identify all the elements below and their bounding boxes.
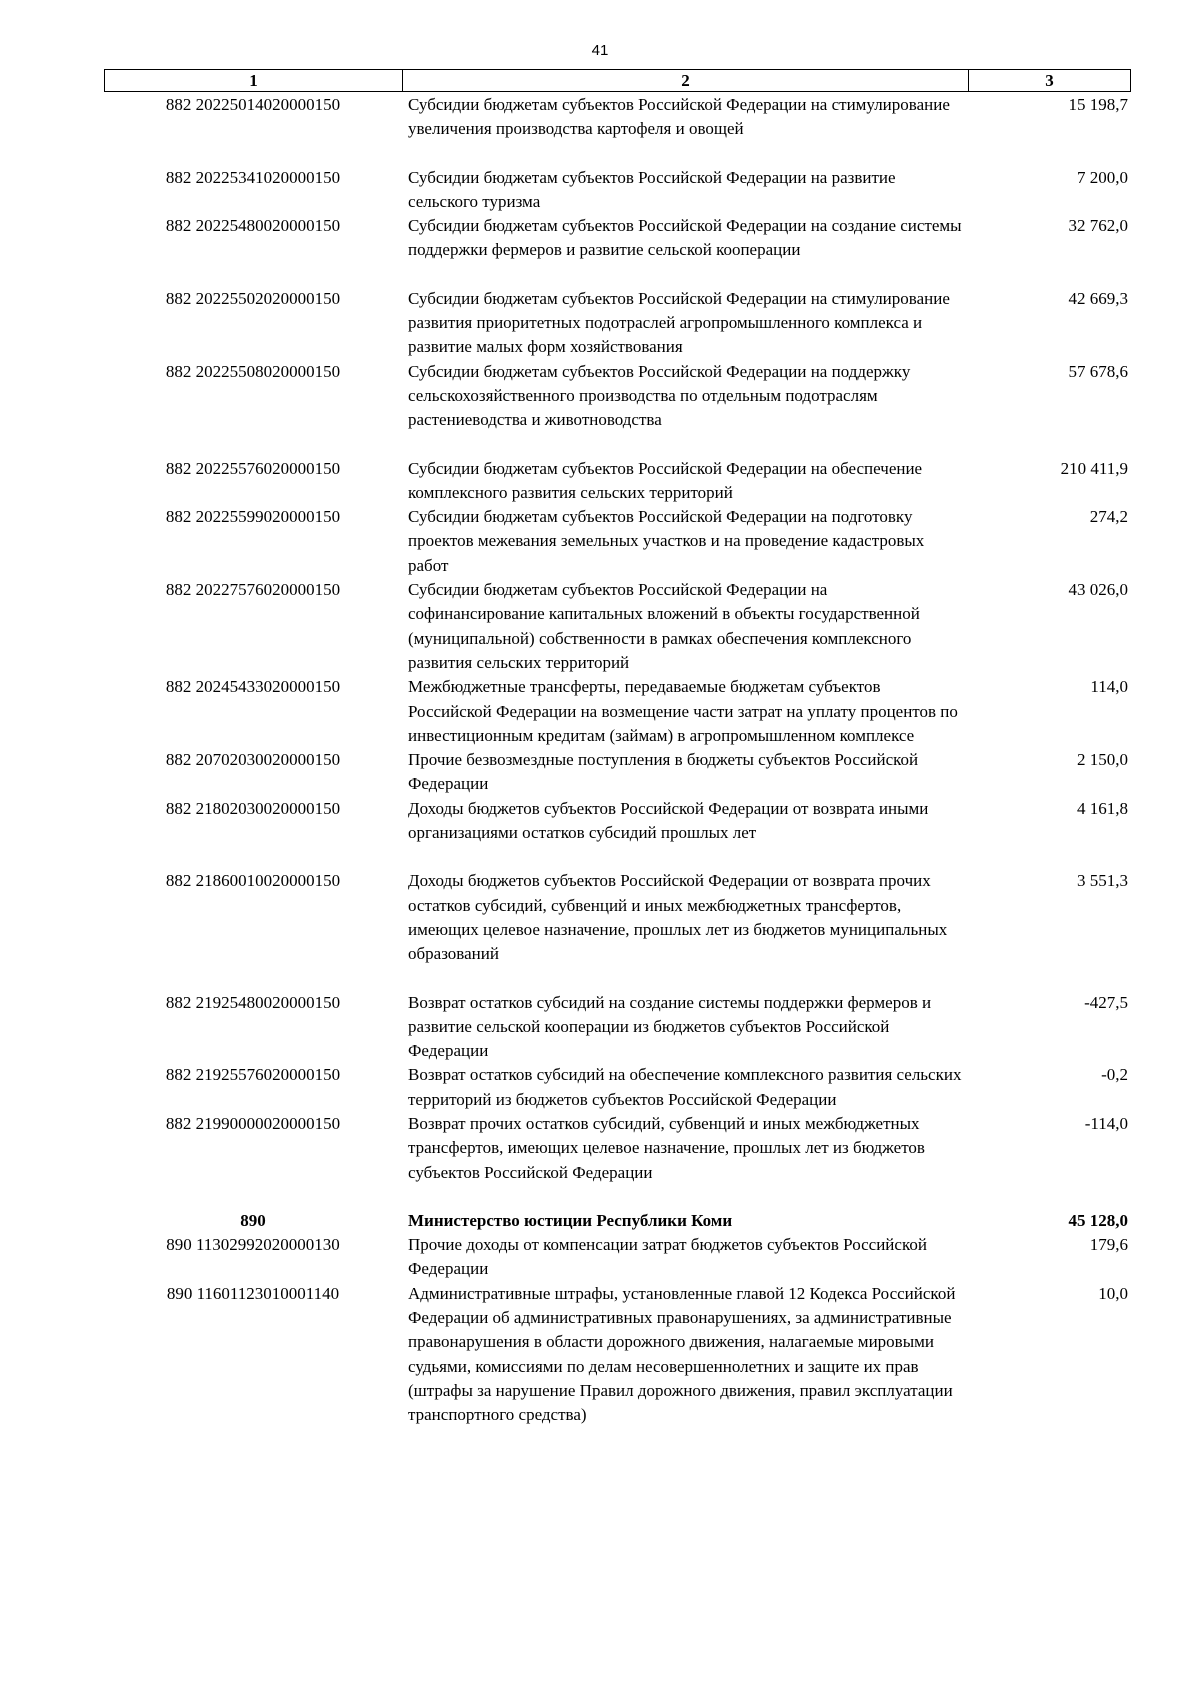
- section-name: Министерство юстиции Республики Коми: [408, 1210, 733, 1230]
- row-name: Доходы бюджетов субъектов Российской Федерации от возврата прочих остатков субсидий, субвенций и иных межбюджетных трансфертов, имеющих целевое назначение, прошлых лет из бюджетов муниципальных образований: [408, 871, 948, 964]
- row-amount: 179,6: [1089, 1235, 1128, 1255]
- row-amount: 2 150,0: [1077, 750, 1128, 770]
- row-amount: 10,0: [1098, 1283, 1128, 1303]
- header-col-3: 3: [1045, 71, 1054, 90]
- row-amount: -427,5: [1084, 992, 1128, 1012]
- section-amount: 45 128,0: [1068, 1210, 1128, 1230]
- row-code: 882 20225480020000150: [165, 216, 341, 236]
- row-amount: 4 161,8: [1077, 798, 1128, 818]
- row-code: 890 11601123010001140: [166, 1283, 340, 1303]
- header-col-2: 2: [403, 70, 969, 91]
- row-amount: 43 026,0: [1068, 580, 1128, 600]
- row-name: Возврат остатков субсидий на создание системы поддержки фермеров и развитие сельской кооперации из бюджетов субъектов Российской Федерации: [408, 992, 932, 1061]
- row-name: Прочие безвозмездные поступления в бюджеты субъектов Российской Федерации: [408, 750, 919, 794]
- row-name: Субсидии бюджетам субъектов Российской Федерации на развитие сельского туризма: [408, 167, 896, 211]
- table-row: [104, 1063, 1131, 1112]
- row-code: 882 20227576020000150: [165, 580, 341, 600]
- row-code: 882 20702030020000150: [165, 750, 341, 770]
- table-row: [104, 991, 1131, 1064]
- row-name: Межбюджетные трансферты, передаваемые бюджетам субъектов Российской Федерации на возмещение части затрат на уплату процентов по инвестиционным кредитам (займам) в агропромышленном комплексе: [408, 677, 958, 745]
- row-amount: 274,2: [1089, 507, 1128, 527]
- row-name: Субсидии бюджетам субъектов Российской Федерации на подготовку проектов межевания земельных участков и на проведение кадастровых работ: [408, 507, 925, 575]
- table-header: [104, 69, 1131, 92]
- table-body: [104, 93, 1131, 1428]
- header-col-1: 1: [105, 70, 403, 91]
- table-row: [104, 214, 1131, 287]
- row-amount: 114,0: [1090, 677, 1128, 697]
- row-amount: 32 762,0: [1068, 216, 1128, 236]
- row-name: Субсидии бюджетам субъектов Российской Федерации на обеспечение комплексного развития сельских территорий: [408, 458, 923, 502]
- row-code: 882 21925480020000150: [165, 992, 341, 1012]
- section-header-row: [104, 1209, 1131, 1233]
- table-row: [104, 869, 1131, 990]
- row-code: 882 21802030020000150: [165, 798, 341, 818]
- table-row: [104, 578, 1131, 675]
- row-name: Субсидии бюджетам субъектов Российской Федерации на софинансирование капитальных вложений в объекты государственной (муниципальной) собственности в рамках обеспечения комплексного развития сельских территорий: [408, 580, 920, 672]
- row-amount: 57 678,6: [1068, 361, 1128, 381]
- row-code: 882 20245433020000150: [165, 677, 341, 697]
- row-amount: 7 200,0: [1077, 167, 1128, 187]
- table-row: [104, 797, 1131, 870]
- row-code: 882 21990000020000150: [165, 1113, 341, 1133]
- row-name: Прочие доходы от компенсации затрат бюджетов субъектов Российской Федерации: [408, 1235, 927, 1279]
- page-number: 41: [591, 42, 609, 59]
- row-code: 882 21860010020000150: [165, 871, 341, 891]
- row-name: Доходы бюджетов субъектов Российской Федерации от возврата иными организациями остатков субсидий прошлых лет: [408, 798, 929, 843]
- table-row: [104, 1282, 1131, 1428]
- row-amount: 15 198,7: [1068, 95, 1128, 114]
- table-row: [104, 675, 1131, 748]
- row-code: 882 20225502020000150: [165, 288, 341, 308]
- row-code: 882 20225014020000150: [165, 95, 341, 114]
- table-row: [104, 93, 1131, 166]
- row-code: 882 20225508020000150: [165, 361, 341, 381]
- row-name: Возврат прочих остатков субсидий, субвенций и иных межбюджетных трансфертов, имеющих целевое назначение, прошлых лет из бюджетов субъектов Российской Федерации: [408, 1113, 925, 1182]
- row-name: Возврат остатков субсидий на обеспечение комплексного развития сельских территорий из бюджетов субъектов Российской Федерации: [408, 1065, 962, 1109]
- row-code: 890 11302992020000130: [166, 1235, 340, 1255]
- row-code: 882 20225576020000150: [165, 458, 341, 478]
- row-code: 882 20225341020000150: [165, 167, 341, 187]
- table-row: [104, 1233, 1131, 1282]
- row-code: 882 20225599020000150: [165, 507, 341, 527]
- row-code: 882 21925576020000150: [165, 1065, 341, 1085]
- row-amount: -0,2: [1101, 1065, 1128, 1085]
- table-row: [104, 748, 1131, 797]
- row-name: Субсидии бюджетам субъектов Российской Федерации на стимулирование увеличения производства картофеля и овощей: [408, 95, 950, 139]
- row-amount: 42 669,3: [1068, 288, 1128, 308]
- table-row: [104, 166, 1131, 215]
- row-amount: -114,0: [1084, 1113, 1128, 1133]
- row-amount: 3 551,3: [1077, 871, 1128, 891]
- row-name: Субсидии бюджетам субъектов Российской Федерации на поддержку сельскохозяйственного производства по отдельным подотраслям растениеводства и животноводства: [408, 361, 911, 430]
- row-name: Субсидии бюджетам субъектов Российской Федерации на стимулирование развития приоритетных подотраслей агропромышленного комплекса и развитие малых форм хозяйствования: [408, 288, 950, 357]
- table-row: [104, 287, 1131, 360]
- table-row: [104, 505, 1131, 578]
- table-row: [104, 1112, 1131, 1209]
- row-amount: 210 411,9: [1060, 458, 1128, 478]
- table-row: [104, 360, 1131, 457]
- row-name: Административные штрафы, установленные главой 12 Кодекса Российской Федерации об административных правонарушениях, за административные правонарушения в области дорожного движения, налагаемые мировыми судьями, комиссиями по делам несовершеннолетних и защите их прав (штрафы за нарушение Правил дорожного движения, правил эксплуатации транспортного средства): [408, 1283, 956, 1425]
- section-code: 890: [240, 1210, 266, 1230]
- row-name: Субсидии бюджетам субъектов Российской Федерации на создание системы поддержки фермеров и развитие сельской кооперации: [408, 216, 962, 260]
- table-row: [104, 457, 1131, 506]
